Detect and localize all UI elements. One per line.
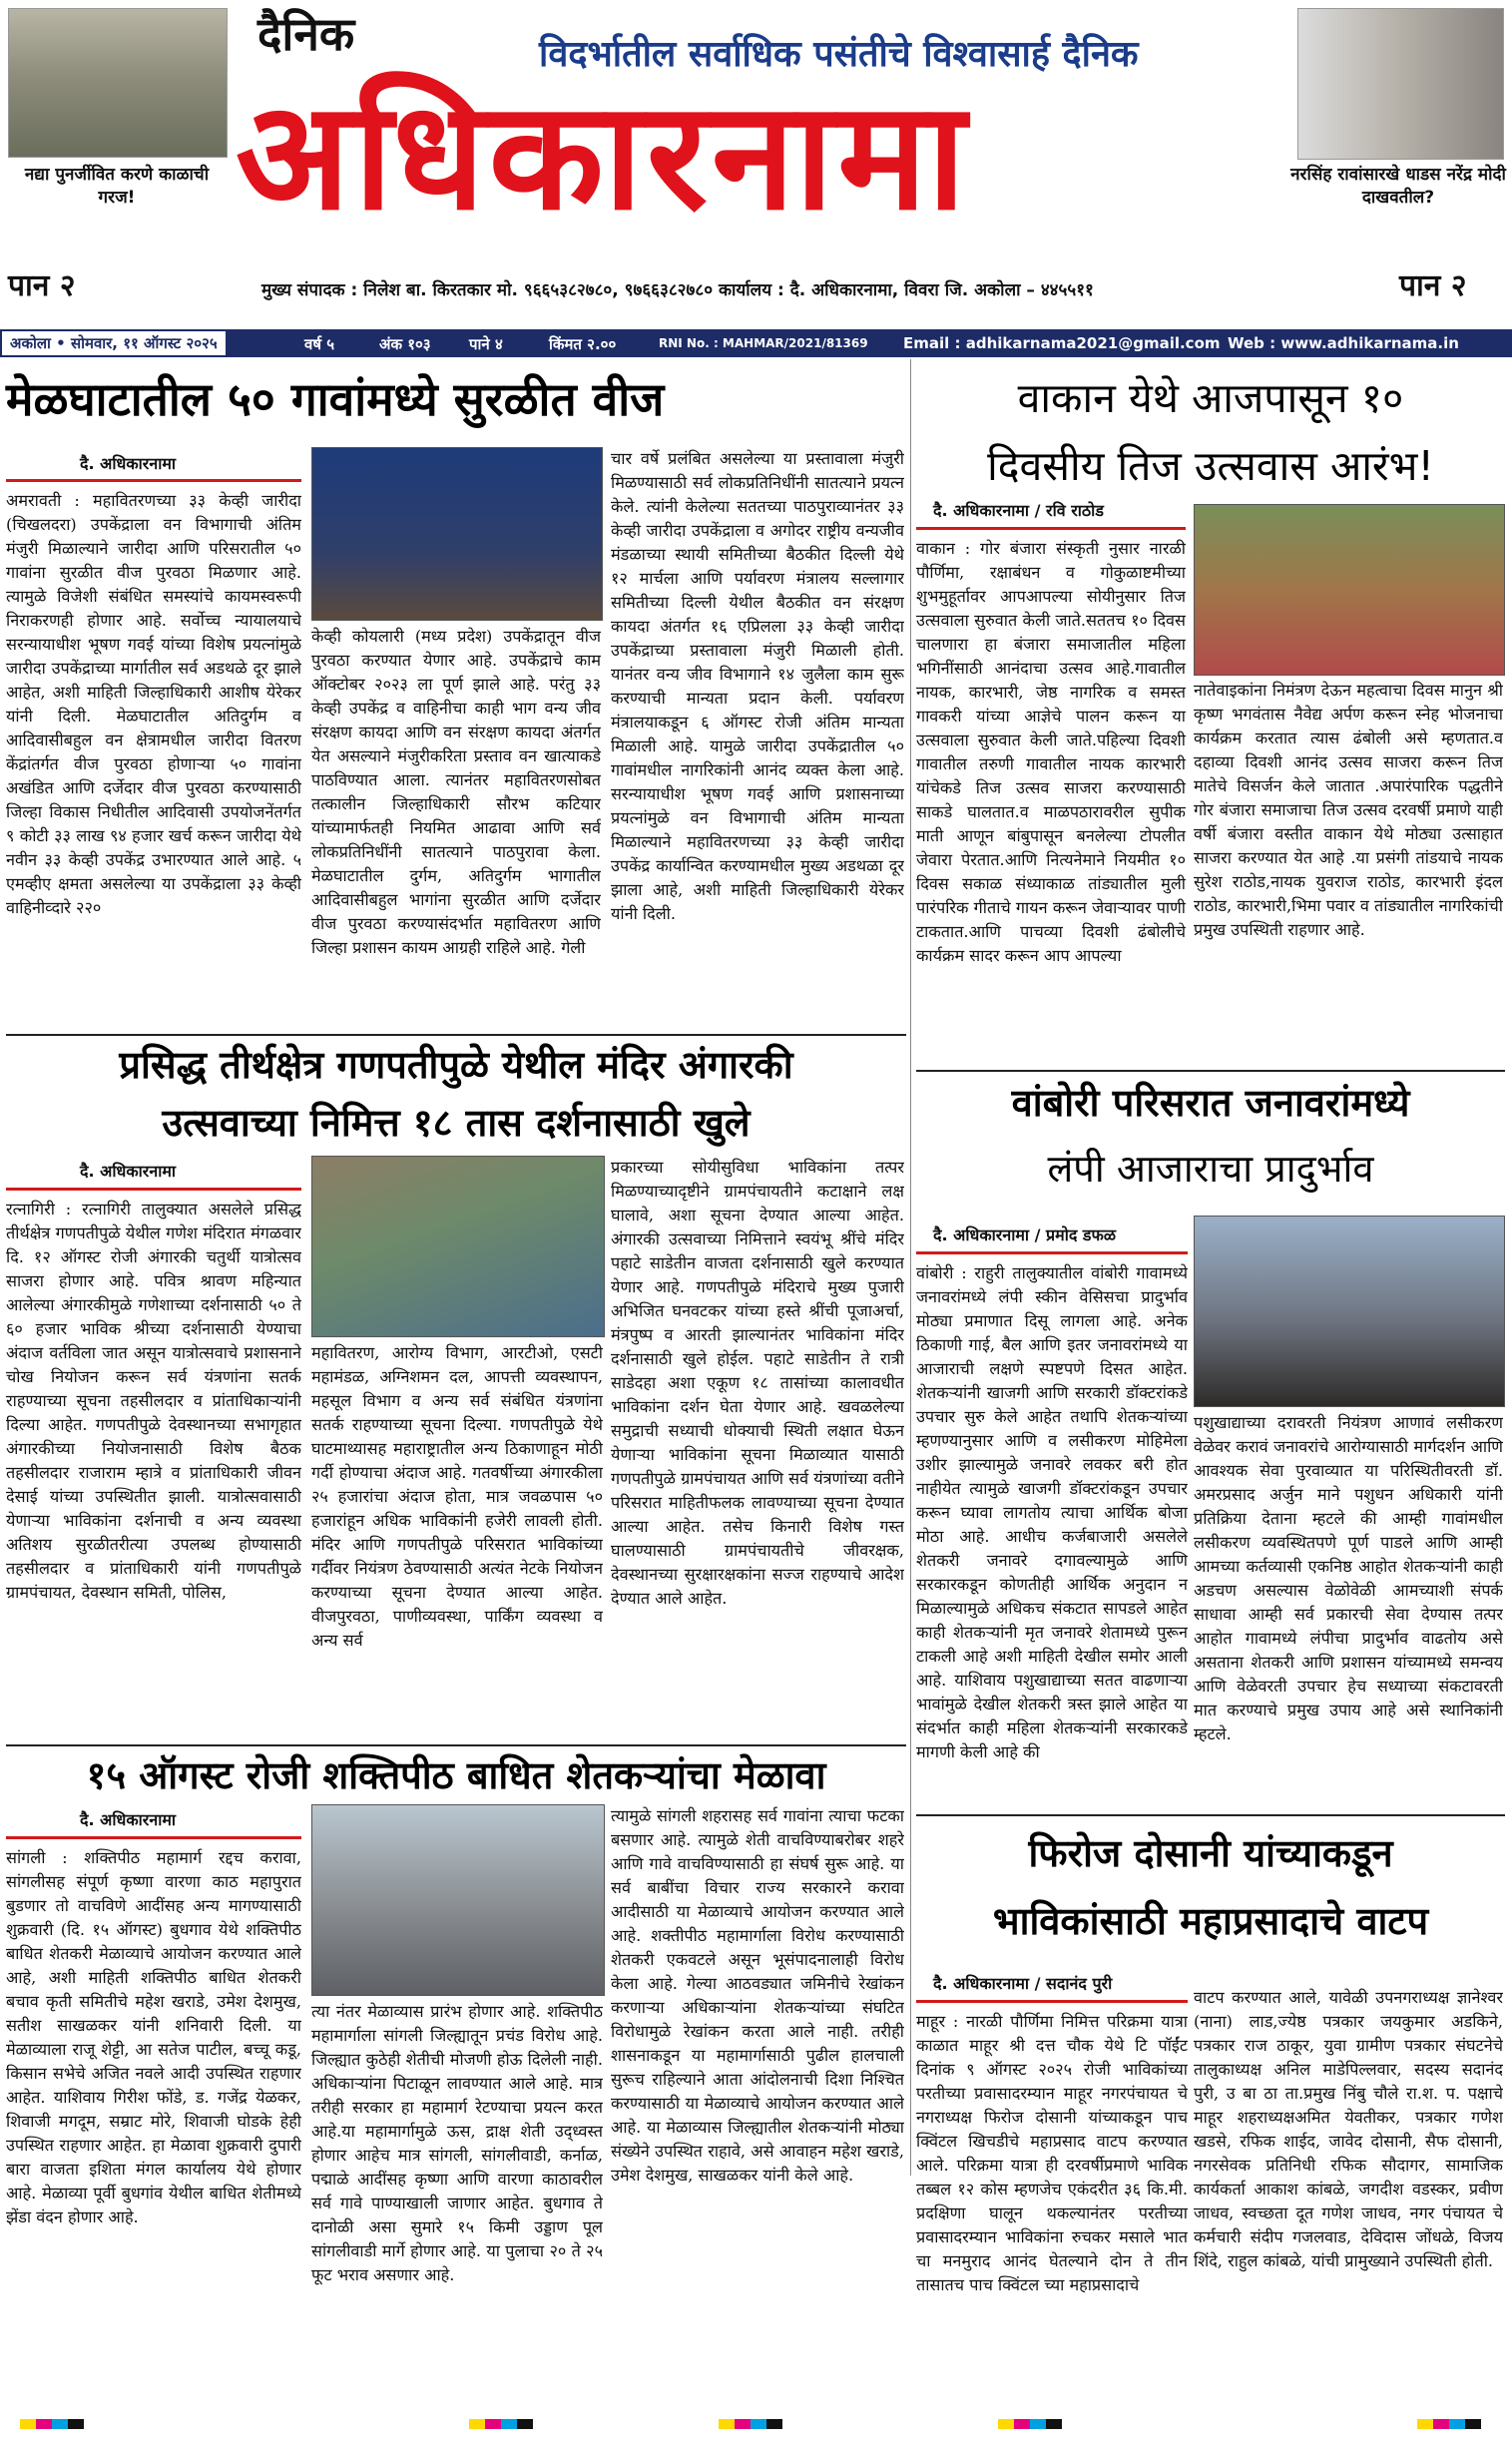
a1-byline: दै. अधिकारनामा	[80, 454, 177, 473]
a3-col1: रत्नागिरी : रत्नागिरी तालुक्यात असलेले प्रसिद्ध तीर्थक्षेत्र गणपतीपुळे येथील गणेश मंदिरात मंगळवार दि. १२ ऑगस्ट रोजी अंगारकी चतुर्थी यात्रोत्सव साजरा होणार आहे. पवित्र श्रावण महिन्यात आलेल्या अंगारकीमुळे गणेशाच्या दर्शनासाठी ५० ते ६० हजार भाविक श्रीच्या दर्शनासाठी येण्याचा अंदाज वर्तविला जात असून यात्रोत्सवाचे प्रशासनाने चोख नियोजन करून सर्व यंत्रणांना सतर्क राहण्याच्या सूचना तहसीलदार व प्रांताधिकाऱ्यांनी दिल्या आहेत. गणपतीपुळे देवस्थानच्या सभागृहात अंगारकीच्या नियोजनासाठी विशेष बैठक तहसीलदार राजाराम म्हात्रे व प्रांताधिकारी जीवन देसाई यांच्या उपस्थितीत झाली. यात्रोत्सवासाठी येणाऱ्या भाविकांना दर्शनाची व अन्य व्यवस्था अतिशय सुरळीतरीत्या उपलब्ध होण्यासाठी तहसीलदार व प्रांताधिकारी यांनी गणपतीपुळे ग्रामपंचायत, देवस्थान समिती, पोलिस,	[6, 1200, 301, 1602]
a1-col1: अमरावती : महावितरणच्या ३३ केव्ही जारीदा (चिखलदरा) उपकेंद्राला वन विभागाची अंतिम मंजुरी मिळाल्याने जारीदा आणि परिसरातील ५० गावांना सुरळीत वीज पुरवठा मिळणार आहे. त्यामुळे विजेशी संबंधित समस्यांचे कायमस्वरूपी निराकरणही होणार आहे. सर्वोच्च न्यायालयाचे सरन्यायाधीश भूषण गवई यांच्या विशेष प्रयत्नांमुळे जारीदा उपकेंद्राच्या मार्गातील सर्व अडथळे दूर झाले आहेत, अशी माहिती जिल्हाधिकारी आशीष येरेकर यांनी दिली. मेळघाटातील अतिदुर्गम व आदिवासीबहुल वन क्षेत्रामधील जारीदा वितरण केंद्रांतर्गत वीज पुरवठा होणाऱ्या ५० गावांना अखंडित आणि दर्जेदार वीज पुरवठा करण्यासाठी जिल्हा विकास निधीतील आदिवासी उपयोजनेंतर्गत ९ कोटी ३३ लाख ९४ हजार खर्च करून जारीदा येथे नवीन ३३ केव्ही उपकेंद्र उभारण्यात आले आहे. ५ एमव्हीए क्षमता असलेल्या या उपकेंद्राला ३३ केव्ही वाहिनीव्दारे २२०	[6, 491, 301, 917]
a5-col3: त्यामुळे सांगली शहरासह सर्व गावांना त्याचा फटका बसणार आहे. त्यामुळे शेती वाचविण्याबरोबर शहरे आणि गावे वाचविण्यासाठी हा संघर्ष सुरू आहे. या सर्व बाबींचा विचार राज्य सरकारने करावा आदीसाठी या मेळाव्याचे आयोजन करण्यात आले आहे. शक्तीपीठ महामार्गाला विरोध करण्यासाठी शेतकरी एकवटले असून भूसंपादनालाही विरोध केला आहे. गेल्या आठवड्यात जमिनीचे रेखांकन करणाऱ्या अधिकाऱ्यांना शेतकऱ्यांच्या संघटित विरोधामुळे रेखांकन करता आले नाही. तरीही शासनाकडून या महामार्गासाठी पुढील हालचाली सुरूच राहिल्याने आता आंदोलनाची दिशा निश्चित करण्यासाठी या मेळाव्याचे आयोजन करण्यात आले आहे. या मेळाव्यास जिल्ह्यातील शेतकऱ्यांनी मोठ्या संख्येने उपस्थित राहावे, असे आवाहन महेश खराडे, उमेश देशमुख, साखळकर यांनी केले आहे.	[611, 1806, 904, 2185]
masthead-left-caption: नद्या पुनर्जीवित करणे काळाची गरज!	[24, 165, 210, 208]
a5-col2: त्या नंतर मेळाव्यास प्रारंभ होणार आहे. शक्तिपीठ महामार्गाला सांगली जिल्ह्यातून प्रचंड विरोध आहे. जिल्ह्यात कुठेही शेतीची मोजणी होऊ दिलेली नाही. अधिकाऱ्यांना पिटाळून लावण्यात आले आहे. मात्र तरीही सरकार हा महामार्ग रेटण्याचा प्रयत्न करत आहे.या महामार्गामुळे ऊस, द्राक्ष शेती उद्ध्वस्त होणार आहेच मात्र सांगली, सांगलीवाडी, कर्नाळ, पद्माळे आदींसह कृष्णा आणि वारणा काठावरील सर्व गावे पाण्याखाली जाणार आहेत. बुधगाव ते दानोळी असा सुमारे १५ किमी उड्डाण पूल सांगलीवाडी मार्गे होणार आहे. या पुलाचा २० ते २५ फूट भराव असणार आहे.	[311, 2002, 603, 2284]
a5-photo	[311, 1804, 605, 1996]
a5-byline: दै. अधिकारनामा	[80, 1810, 177, 1829]
a3-byline: दै. अधिकारनामा	[80, 1162, 177, 1181]
divider-h-3	[6, 1744, 906, 1746]
a6-bar	[916, 2000, 1188, 2003]
price: किंमत २.००	[549, 335, 617, 353]
issue-number: अंक १०३	[379, 335, 431, 353]
a1-headline: मेळघाटातील ५० गावांमध्ये सुरळीत वीज	[6, 372, 665, 426]
website: Web : www.adhikarnama.in	[1228, 334, 1459, 352]
a5-col1: सांगली : शक्तिपीठ महामार्ग रद्दच करावा, सांगलीसह संपूर्ण कृष्णा वारणा काठ महापुरात बुडणार तो वाचविणे आदींसह अन्य मागण्यासाठी शुक्रवारी (दि. १५ ऑगस्ट) बुधगाव येथे शक्तिपीठ बाधित शेतकरी मेळाव्याचे आयोजन करण्यात आले आहे, अशी माहिती शक्तिपीठ बाधित शेतकरी बचाव कृती समितीचे महेश खराडे, उमेश देशमुख, सतीश साखळकर यांनी शनिवारी दिली. या मेळाव्याला राजू शेट्टी, आ सतेज पाटील, बच्चू कडू, किसान सभेचे अजित नवले आदी उपस्थित राहणार आहेत. याशिवाय गिरीश फोंडे, ड. गजेंद्र येळकर, शिवाजी मगदूम, सम्राट मोरे, शिवाजी घोडके हेही उपस्थित राहणार आहेत. हा मेळावा शुक्रवारी दुपारी बारा वाजता इशिता मंगल कार्यालय येथे होणार आहे. मेळाव्या पूर्वी बुधगांव येथील बाधित शेतीमध्ये झेंडा वंदन होणार आहे.	[6, 1848, 301, 2226]
masthead-title: अधिकारनामा	[236, 70, 970, 244]
a6-col2: वाटप करण्यात आले, यावेळी उपनगराध्यक्ष ज्ञानेश्वर (नाना) लाड,ज्येष्ठ पत्रकार जयकुमार अडकिने, पत्रकार राज ठाकूर, युवा ग्रामीण पत्रकार संघटनेचे तालुकाध्यक्ष अनिल माडेपिल्लवार, सदस्य सदानंद पुरी, उ बा ठा ता.प्रमुख निंबु चौले रा.श. प. पक्षाचे माहूर शहराध्यक्षअमित येवतीकर, पत्रकार गणेश खडसे, रफिक शाईद, जावेद दोसानी, सैफ दोसानी, नगरसेवक प्रतिनिधी रफिक सौदागर, सामाजिक कार्यकर्ता आकाश कांबळे, जगदीश वडस्कर, प्रवीण जाधव, स्वच्छता दूत गणेश जाधव, नगर पंचायत चे कर्मचारी संदीप गजलवाड, देविदास जोंधळे, विजय शिंदे, राहुल कांबळे, यांची प्रामुख्याने उपस्थिती होती.	[1194, 1988, 1503, 2270]
registration-swatches-center-right	[998, 2419, 1062, 2429]
a1-bar	[6, 479, 301, 482]
divider-h-2	[916, 1070, 1505, 1072]
a1-photo	[311, 447, 603, 621]
a2-col2: नातेवाइकांना निमंत्रण देऊन महत्वाचा दिवस मानुन श्री कृष्ण भगवंतास नैवेद्य अर्पण करून स्नेह भोजनाचा कार्यक्रम करतात त्यास ढंबोली असे म्हणतात.व दहाव्या दिवशी आनंद उत्सव साजरा करून तिज मातेचे विसर्जन केले जातात .अपारंपारिक पद्धतीने गोर बंजारा समाजाचा तिज उत्सव दरवर्षी प्रमाणे याही वर्षी बंजारा वस्तीत वाकान येथे मोठ्या उत्साहात साजरा करण्यात येत आहे .या प्रसंगी तांडयाचे नायक सुरेश राठोड,नायक युवराज राठोड, कारभारी इंदल राठोड, कारभारी,भिमा पवार व तांड्यातील नागरिकांची प्रमुख उपस्थिती राहणार आहे.	[1194, 681, 1503, 939]
email: Email : adhikarnama2021@gmail.com	[903, 334, 1221, 352]
a6-col1: माहूर : नारळी पौर्णिमा निमित्त परिक्रमा यात्रा काळात माहूर श्री दत्त चौक येथे टि पॉईंट दिनांक ९ ऑगस्ट २०२५ रोजी भाविकांच्या परतीच्या प्रवासादरम्यान माहूर नगरपंचायत चे नगराध्यक्ष फिरोज दोसानी यांच्याकडून पाच क्विंटल खिचडीचे महाप्रसाद वाटप करण्यात आले. परिक्रमा यात्रा ही दरवर्षीप्रमाणे भाविक तब्बल १२ कोस म्हणजेच एकंदरीत ३६ कि.मी. प्रदक्षिणा घालून थकल्यानंतर परतीच्या प्रवासादरम्यान भाविकांना रुचकर मसाले भात चा मनमुराद आनंद घेतल्याने दोन ते तीन तासातच पाच क्विंटल च्या महाप्रसादाचे	[916, 2012, 1188, 2294]
registration-swatches-left	[20, 2419, 84, 2429]
a2-byline: दै. अधिकारनामा / रवि राठोड	[933, 501, 1104, 520]
issue-date: अकोला • सोमवार, ११ ऑगस्ट २०२५	[2, 331, 226, 355]
a4-headline-line2: लंपी आजाराचा प्रादुर्भाव	[1047, 1147, 1374, 1191]
page-number-right: पान २	[1399, 268, 1467, 303]
a5-bar	[6, 1836, 301, 1839]
a1-col3: चार वर्षे प्रलंबित असलेल्या या प्रस्तावाला मंजुरी मिळण्यासाठी सर्व लोकप्रतिनिधींनी सातत्याने प्रयत्न केले. त्यांनी केलेल्या सततच्या पाठपुराव्यानंतर ३३ केव्ही जारीदा उपकेंद्राला व अगोदर राष्ट्रीय वन्यजीव मंडळाच्या स्थायी समितीच्या बैठकीत दिल्ली येथे १२ मार्चला आणि पर्यावरण मंत्रालय सल्लागार समितीच्या दिल्ली येथील बैठकीत वन संरक्षण कायदा अंतर्गत १६ एप्रिलला ३३ केव्ही जारीदा उपकेंद्राच्या प्रस्तावाला मंजुरी मिळाली होती. यानंतर वन्य जीव विभागाने १४ जुलैला काम सुरू करण्याची मान्यता प्रदान केली. पर्यावरण मंत्रालयाकडून ६ ऑगस्ट रोजी अंतिम मान्यता मिळाली आहे. यामुळे जारीदा उपकेंद्रातील ५० गावांमधील नागरिकांनी आनंद व्यक्त केला आहे. सरन्यायाधीश भूषण गवई आणि प्रशासनाच्या प्रयत्नांमुळे वन विभागाची अंतिम मान्यता मिळाल्याने महावितरणच्या ३३ केव्ही जारीदा उपकेंद्र कार्यान्वित करण्यामधील मुख्य अडथळा दूर झाला आहे, अशी माहिती जिल्हाधिकारी येरेकर यांनी दिली.	[611, 449, 904, 923]
a5-headline: १५ ऑगस्ट रोजी शक्तिपीठ बाधित शेतकऱ्यांचा मेळावा	[86, 1753, 826, 1797]
masthead-right-photo	[1297, 8, 1504, 160]
a3-headline-line2: उत्सवाच्या निमित्त १८ तास दर्शनासाठी खुले	[162, 1101, 751, 1145]
divider-h-1	[6, 1034, 906, 1036]
a4-photo	[1194, 1216, 1505, 1407]
masthead-left-photo	[8, 8, 228, 158]
a4-bar	[916, 1251, 1188, 1254]
masthead-right-caption: नरसिंह रावांसारखे धाडस नरेंद्र मोदी दाखवतील?	[1290, 165, 1506, 208]
a6-headline-line2: भाविकांसाठी महाप्रसादाचे वाटप	[992, 1899, 1429, 1943]
a3-col3: प्रकारच्या सोयीसुविधा भाविकांना तत्पर मिळण्याच्यादृष्टीने ग्रामपंचायतीने कटाक्षाने लक्ष घालावे, अशा सूचना देण्यात आल्या आहेत. अंगारकी उत्सवाच्या निमित्ताने स्वयंभू श्रींचे मंदिर पहाटे साडेतीन वाजता दर्शनासाठी खुले करण्यात येणार आहे. गणपतीपुळे मंदिराचे मुख्य पुजारी अभिजित घनवटकर यांच्या हस्ते श्रींची पूजाअर्चा, मंत्रपुष्प व आरती झाल्यानंतर भाविकांना मंदिर दर्शनासाठी खुले होईल. पहाटे साडेतीन ते रात्री साडेदहा अशा एकूण १८ तासांच्या कालावधीत भाविकांना दर्शन घेता येणार आहे. खवळलेल्या समुद्राची सध्याची धोक्याची स्थिती लक्षात घेऊन येणाऱ्या भाविकांना सूचना मिळाव्यात यासाठी गणपतीपुळे ग्रामपंचायत आणि सर्व यंत्रणांच्या वतीने परिसरात माहितीफलक लावण्याच्या सूचना देण्यात आल्या आहेत. तसेच किनारी विशेष गस्त घालण्यासाठी ग्रामपंचायतीचे जीवरक्षक, देवस्थानच्या सुरक्षारक्षकांना सज्ज राहण्याचे आदेश देण्यात आले आहेत.	[611, 1158, 904, 1608]
editor-line: मुख्य संपादक : निलेश बा. किरतकार मो. ९६६५३८२७८०, ९७६६३८२७८० कार्यालय : दै. अधिकारनामा, विवरा जि. अकोला – ४४५५११	[261, 280, 1094, 300]
a4-headline-line1: वांबोरी परिसरात जनावरांमध्ये	[1011, 1081, 1410, 1125]
a4-byline: दै. अधिकारनामा / प्रमोद डफळ	[933, 1226, 1116, 1244]
a3-col2: महावितरण, आरोग्य विभाग, आरटीओ, एसटी महामंडळ, अग्निशमन दल, आपत्ती व्यवस्थापन, महसूल विभाग व अन्य सर्व संबंधित यंत्रणांना सतर्क राहण्याच्या सूचना दिल्या. गणपतीपुळे येथे घाटमाथ्यासह महाराष्ट्रातील अन्य ठिकाणाहून मोठी गर्दी होण्याचा अंदाज आहे. गतवर्षीच्या अंगारकीला २५ हजारांचा अंदाज होता, मात्र जवळपास ५० हजारांहून अधिक भाविकांनी हजेरी लावली होती. मंदिर आणि गणपतीपुळे परिसरात भाविकांच्या गर्दीवर नियंत्रण ठेवण्यासाठी अत्यंत नेटके नियोजन करण्याच्या सूचना देण्यात आल्या आहेत. वीजपुरवठा, पाणीव्यवस्था, पार्किंग व्यवस्था व अन्य सर्व	[311, 1343, 603, 1650]
a2-col1: वाकान : गोर बंजारा संस्कृती नुसार नारळी पौर्णिमा, रक्षाबंधन व गोकुळाष्टमीच्या शुभमुहूर्तावर आपआपल्या सोयीनुसार तिज उत्सवाला सुरुवात केली जाते.सततच १० दिवस चालणारा हा बंजारा समाजातील महिला भगिनींसाठी आनंदाचा उत्सव आहे.गावातील नायक, कारभारी, जेष्ठ नागरिक व समस्त गावकरी यांच्या आज्ञेचे पालन करून या उत्सवाला सुरुवात केली जाते.पहिल्या दिवशी गावातील तरुणी गावातील नायक कारभारी यांचेकडे तिज उत्सव साजरा करण्यासाठी साकडे घालतात.व माळपठारावरील सुपीक माती आणून बांबुपासून बनलेल्या टोपलीत जेवारा पेरतात.आणि नित्यनेमाने नियमीत १० दिवस सकाळ संध्याकाळ तांड्यातील मुली पारंपरिक गीताचे गायन करून जेवाऱ्यावर पाणी टाकतात.आणि पाचव्या दिवशी ढंबोलीचे कार्यक्रम सादर करून आप आपल्या	[916, 539, 1186, 965]
registration-swatches-center	[719, 2419, 782, 2429]
divider-v-1	[910, 359, 911, 2176]
a2-headline-line1: वाकान येथे आजपासून १०	[1017, 374, 1404, 422]
a2-photo	[1194, 504, 1505, 676]
pages: पाने ४	[469, 335, 503, 353]
a3-bar	[6, 1188, 301, 1191]
a2-headline-line2: दिवसीय तिज उत्सवास आरंभ!	[987, 442, 1434, 490]
rni: RNI No. : MAHMAR/2021/81369	[659, 336, 868, 350]
masthead-prefix: दैनिक	[257, 7, 355, 61]
page-number-left: पान २	[8, 268, 76, 303]
a4-col2: पशुखाद्याच्या दरावरती नियंत्रण आणावं लसीकरण वेळेवर करावं जनावरांचे आरोग्यासाठी मार्गदर्शन आणि आवश्यक सेवा पुरवाव्यात या परिस्थितीवरती डॉ. अमरप्रसाद अर्जुन माने पशुधन अधिकारी यांनी प्रतिक्रिया देताना म्हटले की आम्ही गावांमधील लसीकरण व्यवस्थितपणे पूर्ण पाडले आणि आम्ही आमच्या कर्तव्यासी एकनिष्ठ आहोत शेतकऱ्यांनी काही अडचण असल्यास वेळोवेळी आमच्याशी संपर्क साधावा आम्ही सर्व प्रकारची सेवा देण्यास तत्पर आहोत गावामध्ये लंपीचा प्रादुर्भाव वाढतोय असे असताना शेतकरी आणि प्रशासन यांच्यामध्ये समन्वय आणि वेळेवरती उपचार हेच सध्याच्या संकटावरती मात करण्याचे प्रमुख उपाय आहे असे स्थानिकांनी म्हटले.	[1194, 1413, 1503, 1743]
a6-byline: दै. अधिकारनामा / सदानंद पुरी	[933, 1974, 1113, 1993]
a1-col2: केव्ही कोयलारी (मध्य प्रदेश) उपकेंद्रातून वीज पुरवठा करण्यात येणार आहे. उपकेंद्राचे काम ऑक्टोबर २०२३ ला पूर्ण झाले आहे. परंतु ३३ केव्ही उपकेंद्र व वाहिनीचा काही भाग वन्य जीव संरक्षण कायदा आणि वन संरक्षण कायदा अंतर्गत येत असल्याने मंजुरीकरिता प्रस्ताव वन खात्याकडे पाठविण्यात आला. त्यानंतर महावितरणसोबत तत्कालीन जिल्हाधिकारी सौरभ कटियार यांच्यामार्फतही नियमित आढावा आणि सर्व लोकप्रतिनिधींनी सातत्याने पाठपुरावा केला. मेळघाटातील दुर्गम, अतिदुर्गम भागातील आदिवासीबहुल भागांना सुरळीत आणि दर्जेदार वीज पुरवठा करण्यासंदर्भात महावितरण आणि जिल्हा प्रशासन कायम आग्रही राहिले आहे. गेली	[311, 627, 601, 957]
registration-swatches-right	[1417, 2419, 1481, 2429]
a3-headline-line1: प्रसिद्ध तीर्थक्षेत्र गणपतीपुळे येथील मंदिर अंगारकी	[119, 1043, 793, 1087]
a6-headline-line1: फिरोज दोसानी यांच्याकडून	[1028, 1831, 1393, 1875]
divider-h-4	[916, 1814, 1505, 1816]
a3-photo	[311, 1156, 605, 1337]
info-strip	[0, 329, 1512, 357]
masthead-tagline: विदर्भातील सर्वाधिक पसंतीचे विश्वासार्ह दैनिक	[539, 34, 1139, 75]
registration-swatches-center-left	[469, 2419, 533, 2429]
year: वर्ष ५	[304, 335, 335, 353]
a4-col1: वांबोरी : राहुरी तालुक्यातील वांबोरी गावामध्ये जनावरांमध्ये लंपी स्कीन वेसिसचा प्रादुर्भाव मोठ्या प्रमाणात दिसू लागला आहे. अनेक ठिकाणी गाई, बैल आणि इतर जनावरांमध्ये या आजाराची लक्षणे स्पष्टपणे दिसत आहेत. शेतकऱ्यांनी खाजगी आणि सरकारी डॉक्टरांकडे उपचार सुरु केले आहेत तथापि शेतकऱ्यांच्या म्हणण्यानुसार आणि व लसीकरण मोहिमेला उशीर झाल्यामुळे जनावरे लवकर बरी होत नाहीयेत त्यामुळे खाजगी डॉक्टरांकडून उपचार करून घ्यावा लागतोय त्याचा आर्थिक बोजा मोठा आहे. आधीच कर्जबाजारी असलेले शेतकरी जनावरे दगावल्यामुळे आणि सरकारकडून कोणतीही आर्थिक अनुदान न मिळाल्यामुळे अधिकच संकटात सापडले आहेत काही शेतकऱ्यांनी मृत जनावरे शेतामध्ये पुरून टाकली आहे अशी माहिती देखील समोर आली आहे. याशिवाय पशुखाद्याच्या सतत वाढणाऱ्या भावांमुळे देखील शेतकरी त्रस्त झाले आहेत या संदर्भात काही महिला शेतकऱ्यांनी सरकारकडे मागणी केली आहे की	[916, 1263, 1188, 1761]
a2-bar	[916, 527, 1186, 530]
